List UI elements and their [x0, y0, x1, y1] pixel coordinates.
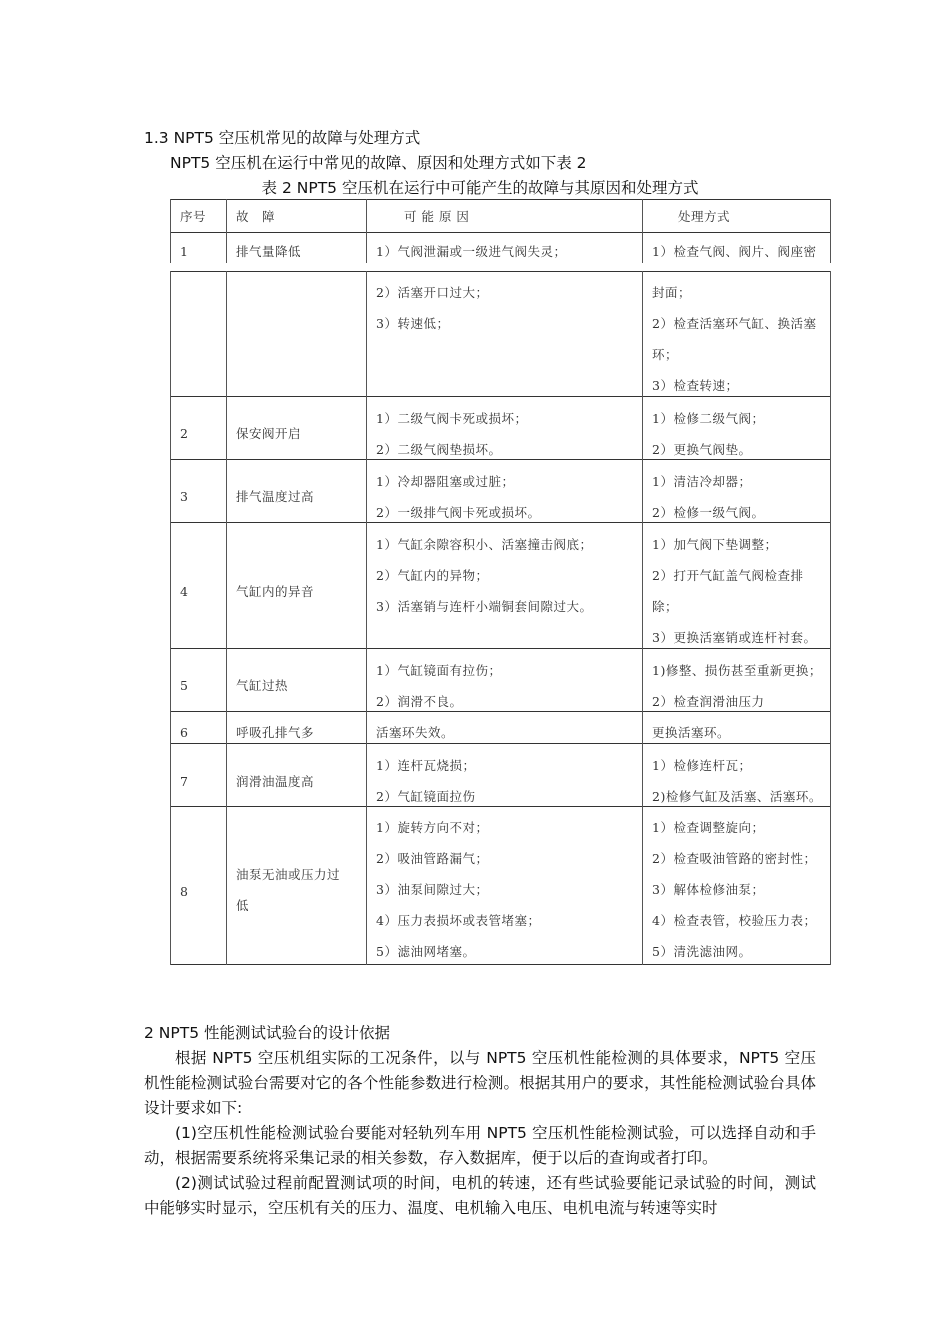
row-fault: 排气温度过高 [236, 489, 315, 504]
row-causes: 1）旋转方向不对； 2）吸油管路漏气； 3）油泵间隙过大； 4）压力表损坏或表管堵塞； 5）滤油网堵塞。 [376, 820, 541, 959]
row-causes: 1）气缸镜面有拉伤； 2）润滑不良。 [376, 663, 502, 709]
table-caption: 表 2 NPT5 空压机在运行中可能产生的故障与其原因和处理方式 [261, 179, 699, 197]
row-fixes: 1）检查调整旋向； 2）检查吸油管路的密封性； 3）解体检修油泵； 4）检查表管，校验压力表； 5）清洗滤油网。 [652, 820, 817, 959]
row-no: 8 [180, 884, 189, 899]
row-fault: 呼吸孔排气多 [236, 725, 315, 740]
row-causes: 1）冷却器阻塞或过脏； 2）一级排气阀卡死或损坏。 [376, 474, 541, 520]
header-no: 序号 [180, 209, 207, 224]
row-no: 6 [180, 725, 189, 740]
header-cause: 可 能 原 因 [404, 209, 470, 224]
header-fix: 处理方式 [678, 209, 731, 224]
row-fault: 气缸内的异音 [236, 584, 315, 599]
row-fixes: 更换活塞环。 [652, 725, 731, 740]
row-causes: 1）二级气阀卡死或损坏； 2）二级气阀垫损坏。 [376, 411, 528, 457]
row-fault: 油泵无油或压力过 低 [236, 867, 341, 913]
row-fixes: 1)修整、损伤甚至重新更换； 2）检查润滑油压力 [652, 663, 822, 709]
section-intro: NPT5 空压机在运行中常见的故障、原因和处理方式如下表 2 [170, 154, 587, 172]
row-fault: 排气量降低 [236, 244, 302, 259]
row-fixes: 1）检查气阀、阀片、阀座密 [652, 244, 817, 259]
row-no: 3 [180, 489, 189, 504]
paragraph: (2)测试试验过程前配置测试项的时间，电机的转速，还有些试验要能记录试验的时间，测试中能够实时显示，空压机有关的压力、温度、电机输入电压、电机电流与转速等实时 [144, 1174, 816, 1217]
row-fixes: 1）清洁冷却器； 2）检修一级气阀。 [652, 474, 765, 520]
section-title: 2 NPT5 性能测试试验台的设计依据 [144, 1024, 390, 1042]
fault-table [170, 199, 831, 965]
paragraph: (1)空压机性能检测试验台要能对轻轨列车用 NPT5 空压机性能检测试验，可以选择自动和手动，根据需要系统将采集记录的相关参数，存入数据库，便于以后的查询或者打印。 [144, 1124, 816, 1167]
row-causes: 1）气缸余隙容积小、活塞撞击阀底； 2）气缸内的异物； 3）活塞销与连杆小端铜套间隙过大。 [376, 537, 593, 614]
row-no: 2 [180, 426, 189, 441]
row-fixes: 1）检修连杆瓦； 2)检修气缸及活塞、活塞环。 [652, 758, 822, 804]
paragraph: 根据 NPT5 空压机组实际的工况条件，以与 NPT5 空压机性能检测的具体要求，NPT5 空压机性能检测试验台需要对它的各个性能参数进行检测。根据其用户的要求，其性能检测试验台具体设计要求如下: [144, 1049, 816, 1117]
row-no: 1 [180, 244, 189, 259]
row-fault: 保安阀开启 [236, 426, 302, 441]
row-causes: 活塞环失效。 [376, 725, 455, 740]
row-no: 5 [180, 678, 189, 693]
row-fault: 气缸过热 [236, 678, 289, 693]
row-causes: 1）气阀泄漏或一级进气阀失灵； [376, 244, 567, 259]
header-fault: 故 障 [236, 209, 276, 224]
row-no: 7 [180, 774, 189, 789]
row-fixes: 封面； 2）检查活塞环气缸、换活塞 环； 3）检查转速； [652, 285, 817, 393]
row-fixes: 1）加气阀下垫调整； 2）打开气缸盖气阀检查排 除； 3）更换活塞销或连杆衬套。 [652, 537, 817, 645]
row-causes: 2）活塞开口过大； 3）转速低； [376, 285, 489, 331]
section-title: 1.3 NPT5 空压机常见的故障与处理方式 [144, 129, 421, 147]
row-causes: 1）连杆瓦烧损； 2）气缸镜面拉伤 [376, 758, 476, 804]
row-fixes: 1）检修二级气阀； 2）更换气阀垫。 [652, 411, 765, 457]
row-no: 4 [180, 584, 189, 599]
row-fault: 润滑油温度高 [236, 774, 315, 789]
